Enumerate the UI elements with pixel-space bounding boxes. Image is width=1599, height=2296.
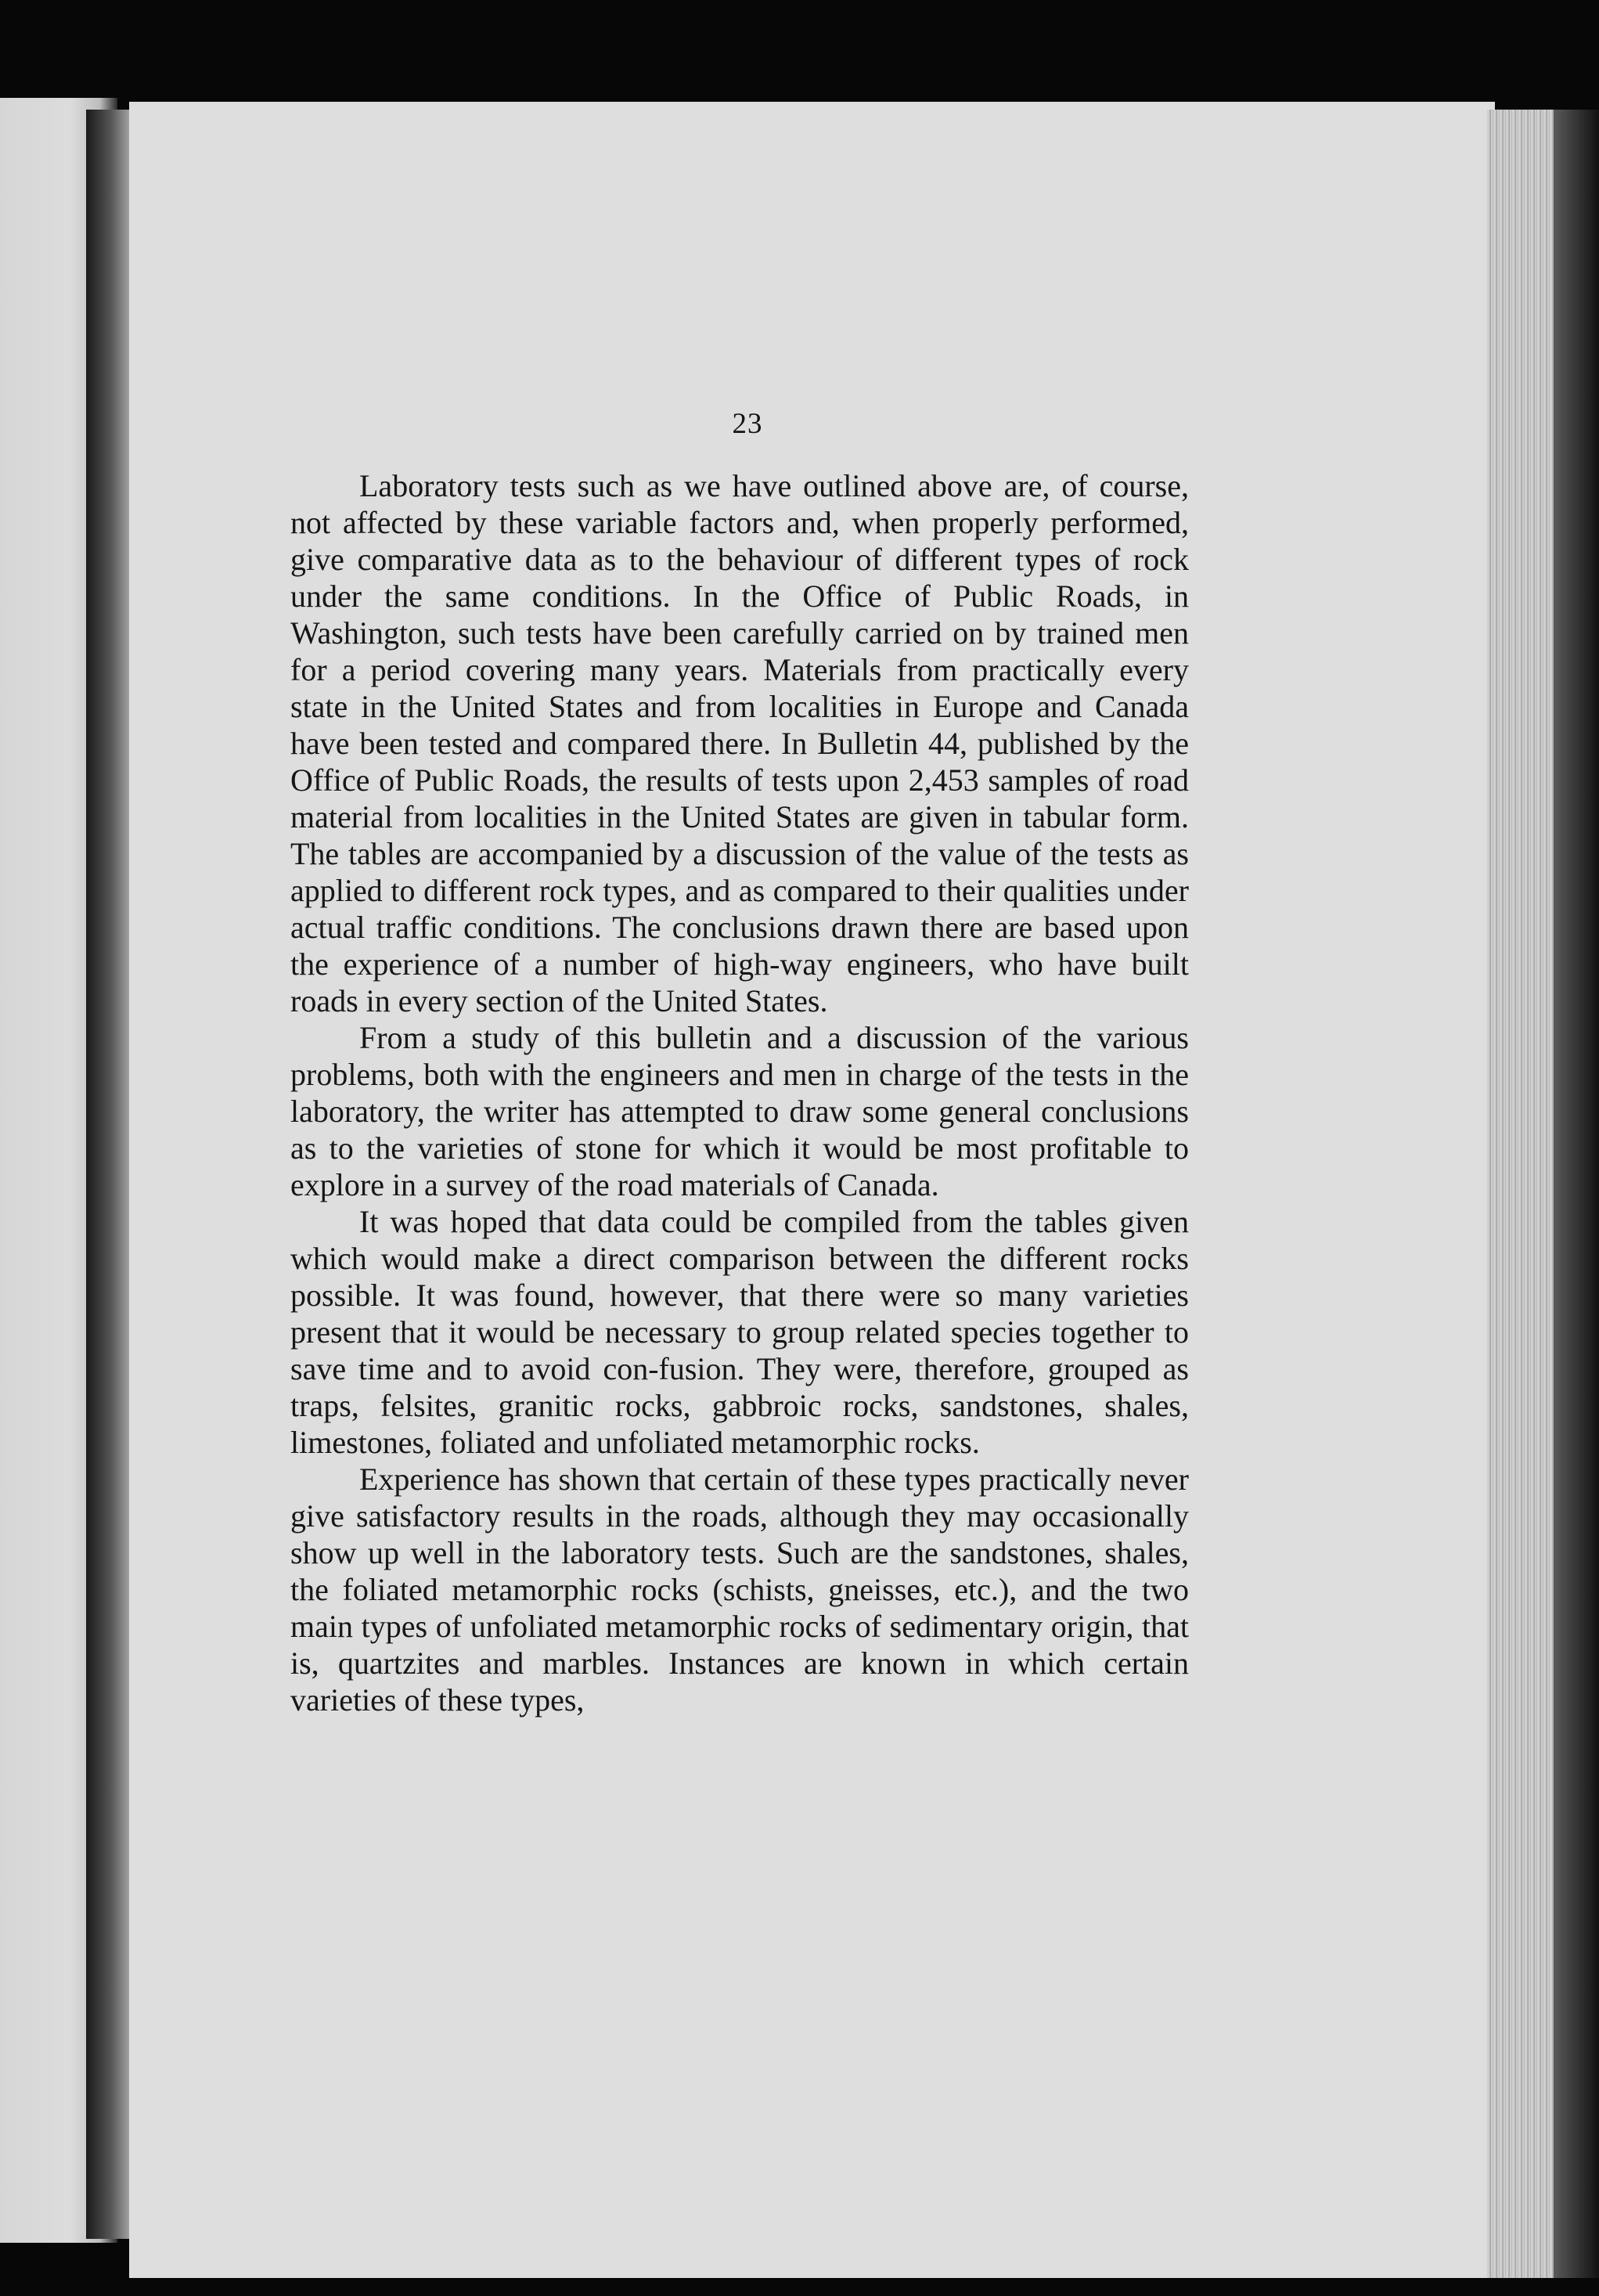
- paragraph-1: Laboratory tests such as we have outlined above are, of course, not affected by these variable factors and, when properly performed, give comparative data as to the behaviour of different types of rock under the same conditions. In the Office of Public Roads, in Washington, such tests have been carefully carried on by trained men for a period covering many years. Materials from practically every state in the United States and from localities in Europe and Canada have been tested and compared there. In Bulletin 44, published by the Office of Public Roads, the results of tests upon 2,453 samples of road material from localities in the United States are given in tabular form. The tables are accompanied by a discussion of the value of the tests as applied to different rock types, and as compared to their qualities under actual traffic conditions. The conclusions drawn there are based upon the experience of a number of high-way engineers, who have built roads in every section of the United States.: [290, 468, 1189, 1018]
- paragraph-3: It was hoped that data could be compiled from the tables given which would make a direct comparison between the different rocks possible. It was found, however, that there were so many varieties present that it would be necessary to group related species together to save time and to avoid con-fusion. They were, therefore, grouped as traps, felsites, granitic rocks, gabbroic rocks, sandstones, shales, limestones, foliated and unfoliated metamorphic rocks.: [290, 1204, 1189, 1460]
- page-stack-shadow: [1554, 110, 1599, 2278]
- paragraph-2: From a study of this bulletin and a discussion of the various problems, both with the engineers and men in charge of the tests in the laboratory, the writer has attempted to draw some general conclusions as to the varieties of stone for which it would be most profitable to explore in a survey of the road materials of Canada.: [290, 1020, 1189, 1202]
- paragraph-4: Experience has shown that certain of these types practically never give satisfactory results in the roads, although they may occasionally show up well in the laboratory tests. Such are the sandstones, shales, the foliated metamorphic rocks (schists, gneisses, etc.), and the two main types of unfoliated metamorphic rocks of sedimentary origin, that is, quartzites and marbles. Instances are known in which certain varieties of these types,: [290, 1462, 1189, 1717]
- body-text: [290, 467, 1189, 1718]
- page-stack-edge: [1487, 110, 1561, 2278]
- page-number: 23: [732, 408, 763, 440]
